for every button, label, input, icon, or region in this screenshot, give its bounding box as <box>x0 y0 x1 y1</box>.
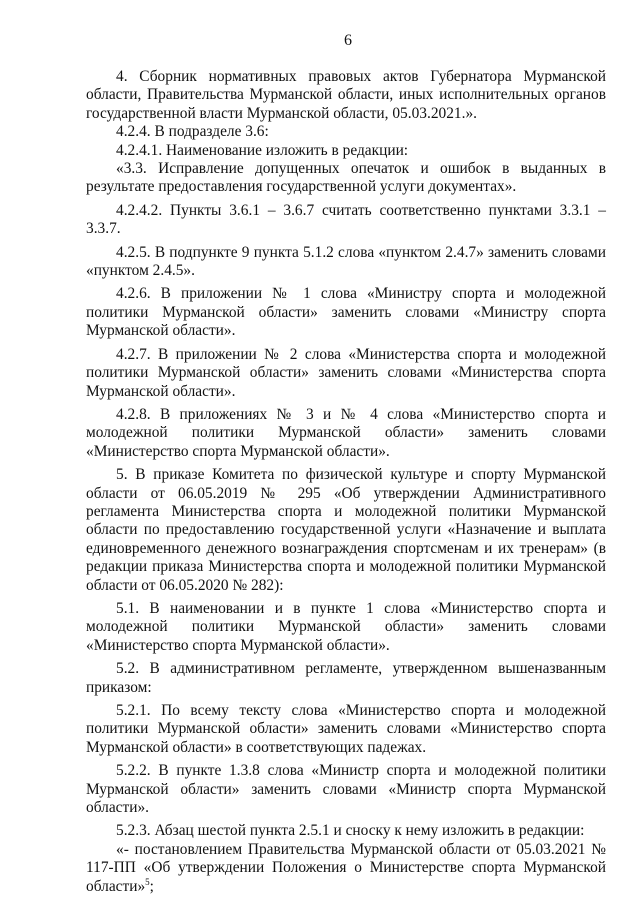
paragraph-2: 4.2.4. В подразделе 3.6: <box>116 123 269 141</box>
footnote-mark: 5 <box>145 876 150 887</box>
paragraph-15: 5.2.3. Абзац шестой пункта 2.5.1 и сноску к нему изложить в редакции: <box>116 822 585 840</box>
paragraph-5: 4.2.4.2. Пункты 3.6.1 – 3.6.7 считать соответственно пунктами 3.3.1 – 3.3.7. <box>86 201 606 238</box>
paragraph-13: 5.2.1. По всему тексту слова «Министерство спорта и молодежной политики Мурманской области» заменить словами «Министерство спорта Мурманской области» в соответствующих падежах. <box>86 702 606 756</box>
paragraph-14: 5.2.2. В пункте 1.3.8 слова «Министр спорта и молодежной политики Мурманской области» заменить словами «Министр спорта Мурманской области». <box>86 762 606 817</box>
paragraph-12: 5.2. В административном регламенте, утвержденном вышеназванным приказом: <box>86 660 606 696</box>
paragraph-16-text: «- постановлением Правительства Мурманской области от 05.03.2021 № 117-ПП «Об утверждении Положения о Министерстве спорта Мурманской области» <box>86 840 606 895</box>
paragraph-11: 5.1. В наименовании и в пункте 1 слова «Министерство спорта и молодежной политики Мурманской области» заменить словами «Министерство спорта Мурманской области». <box>86 599 606 654</box>
document-body <box>86 68 606 896</box>
paragraph-3: 4.2.4.1. Наименование изложить в редакции: <box>116 141 409 159</box>
paragraph-16 <box>86 841 606 896</box>
paragraph-10: 5. В приказе Комитета по физической культуре и спорту Мурманской области от 06.05.2019 № 295 «Об утверждении Административного регламента Министерства спорта и молодежной политики Мурманской области по предоставлению государственной услуги «Назначение и выплата единовременного денежного вознаграждения спортсменам и их тренерам» (в редакции приказа Министерства спорта и молодежной политики Мурманской области от 06.05.2020 № 282): <box>86 466 606 594</box>
paragraph-8: 4.2.7. В приложении № 2 слова «Министерства спорта и молодежной политики Мурманской области» заменить словами «Министерства спорта Мурманской области». <box>86 345 606 400</box>
paragraph-9: 4.2.8. В приложениях № 3 и № 4 слова «Министерство спорта и молодежной политики Мурманской области» заменить словами «Министерство спорта Мурманской области». <box>86 405 606 460</box>
paragraph-1: 4. Сборник нормативных правовых актов Губернатора Мурманской области, Правительства Мурманской области, иных исполнительных органов государственной власти Мурманской области, 05.03.2021.». <box>86 68 606 122</box>
page-number: 6 <box>344 32 352 49</box>
paragraph-4: «3.3. Исправление допущенных опечаток и ошибок в выданных в результате предоставления государственной услуги документах». <box>86 160 606 196</box>
paragraph-16-tail: ; <box>149 877 154 895</box>
paragraph-7: 4.2.6. В приложении № 1 слова «Министру спорта и молодежной политики Мурманской области» заменить словами «Министру спорта Мурманской области». <box>86 285 606 340</box>
paragraph-6: 4.2.5. В подпункте 9 пункта 5.1.2 слова «пунктом 2.4.7» заменить словами «пунктом 2.4.5». <box>86 243 606 280</box>
